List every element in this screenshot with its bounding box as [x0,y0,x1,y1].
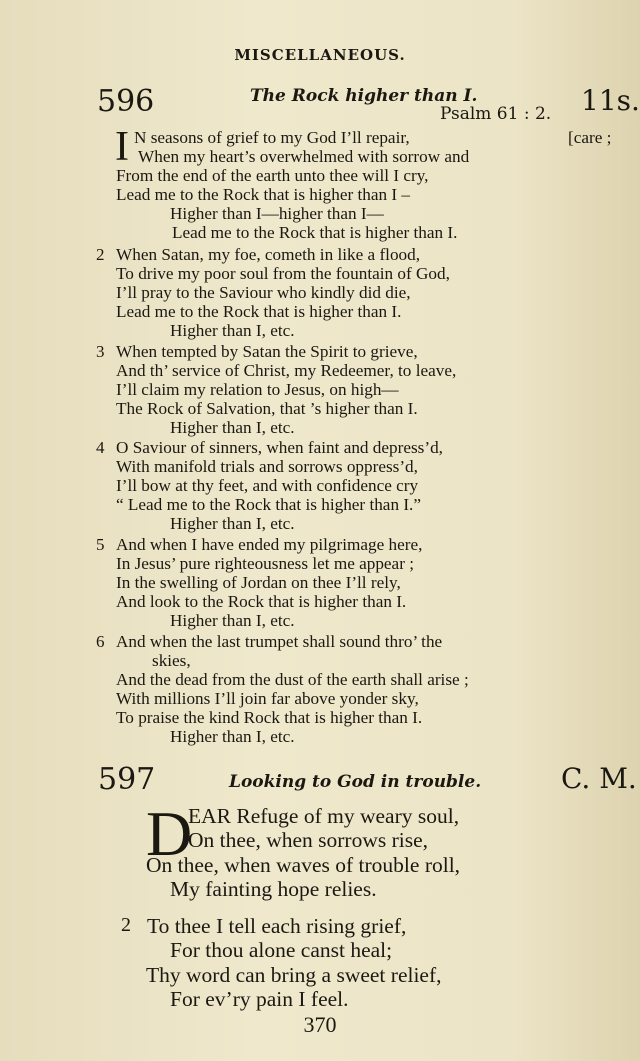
hymn-meter: 11s. [581,84,640,117]
hymn-title: The Rock higher than I. [250,86,478,106]
verse-line: Higher than I, etc. [170,514,295,533]
stanza-number: 2 [96,245,105,264]
verse-line: For ev’ry pain I feel. [170,987,349,1011]
stanza-number: 5 [96,535,105,554]
verse-line: O Saviour of sinners, when faint and depress’d, [116,438,443,457]
verse-line: For thou alone canst heal; [170,938,393,962]
drop-cap: D [146,798,193,869]
verse-line: Lead me to the Rock that is higher than I – [116,185,411,204]
drop-cap: I [115,124,129,170]
verse-line-continuation: skies, [152,651,191,670]
verse-line: My fainting hope relies. [170,877,377,901]
verse-line: Higher than I, etc. [170,321,295,340]
verse-line: I’ll pray to the Saviour who kindly did die, [116,283,411,302]
verse-line: From the end of the earth unto thee will I cry, [116,166,429,185]
verse-line: Thy word can bring a sweet relief, [146,963,442,987]
stanza-number: 4 [96,438,105,457]
verse-line: And when the last trumpet shall sound thro’ the [116,632,443,651]
verse-line: When tempted by Satan the Spirit to grieve, [116,342,418,361]
verse-line: In Jesus’ pure righteousness let me appear ; [116,554,414,573]
hymn-meter: C. M. [561,762,637,795]
stanza-number: 3 [96,342,105,361]
running-header: MISCELLANEOUS. [234,46,406,64]
stanza-number: 6 [96,632,105,651]
verse-line: When Satan, my foe, cometh in like a flood, [116,245,421,264]
verse-line: And th’ service of Christ, my Redeemer, to leave, [116,361,457,380]
verse-line: With manifold trials and sorrows oppress’d, [116,457,418,476]
stanza-number: 2 [121,914,131,936]
verse-line: “ Lead me to the Rock that is higher than I.” [116,495,421,514]
verse-line: N seasons of grief to my God I’ll repair, [134,128,410,147]
verse-line: To drive my poor soul from the fountain of God, [116,264,450,283]
verse-line: To praise the kind Rock that is higher than I. [116,708,423,727]
verse-line: In the swelling of Jordan on thee I’ll rely, [116,573,401,592]
verse-line: On thee, when sorrows rise, [188,828,429,852]
hymn-title: Looking to God in trouble. [229,772,482,792]
verse-line: Higher than I, etc. [170,727,295,746]
verse-line: I’ll claim my relation to Jesus, on high— [116,380,399,399]
verse-line: I’ll bow at thy feet, and with confidence cry [116,476,419,495]
verse-line-tail: [care ; [568,128,612,147]
hymn-number: 596 [97,84,155,119]
verse-line: And when I have ended my pilgrimage here, [116,535,423,554]
verse-line: Higher than I, etc. [170,611,295,630]
hymn-number: 597 [98,762,156,797]
verse-line: When my heart’s overwhelmed with sorrow and [138,147,470,166]
scripture-reference: Psalm 61 : 2. [440,104,552,124]
verse-line: Lead me to the Rock that is higher than I. [172,223,458,242]
verse-line: With millions I’ll join far above yonder sky, [116,689,419,708]
verse-line: Higher than I—higher than I— [170,204,384,223]
verse-line: Higher than I, etc. [170,418,295,437]
page-number: 370 [303,1012,337,1037]
verse-line: On thee, when waves of trouble roll, [146,853,461,877]
verse-line: Lead me to the Rock that is higher than I. [116,302,402,321]
verse-line: To thee I tell each rising grief, [147,914,407,938]
verse-line: And look to the Rock that is higher than I. [116,592,407,611]
verse-line: And the dead from the dust of the earth shall arise ; [116,670,469,689]
verse-line: EAR Refuge of my weary soul, [188,804,460,828]
verse-line: The Rock of Salvation, that ’s higher than I. [116,399,418,418]
